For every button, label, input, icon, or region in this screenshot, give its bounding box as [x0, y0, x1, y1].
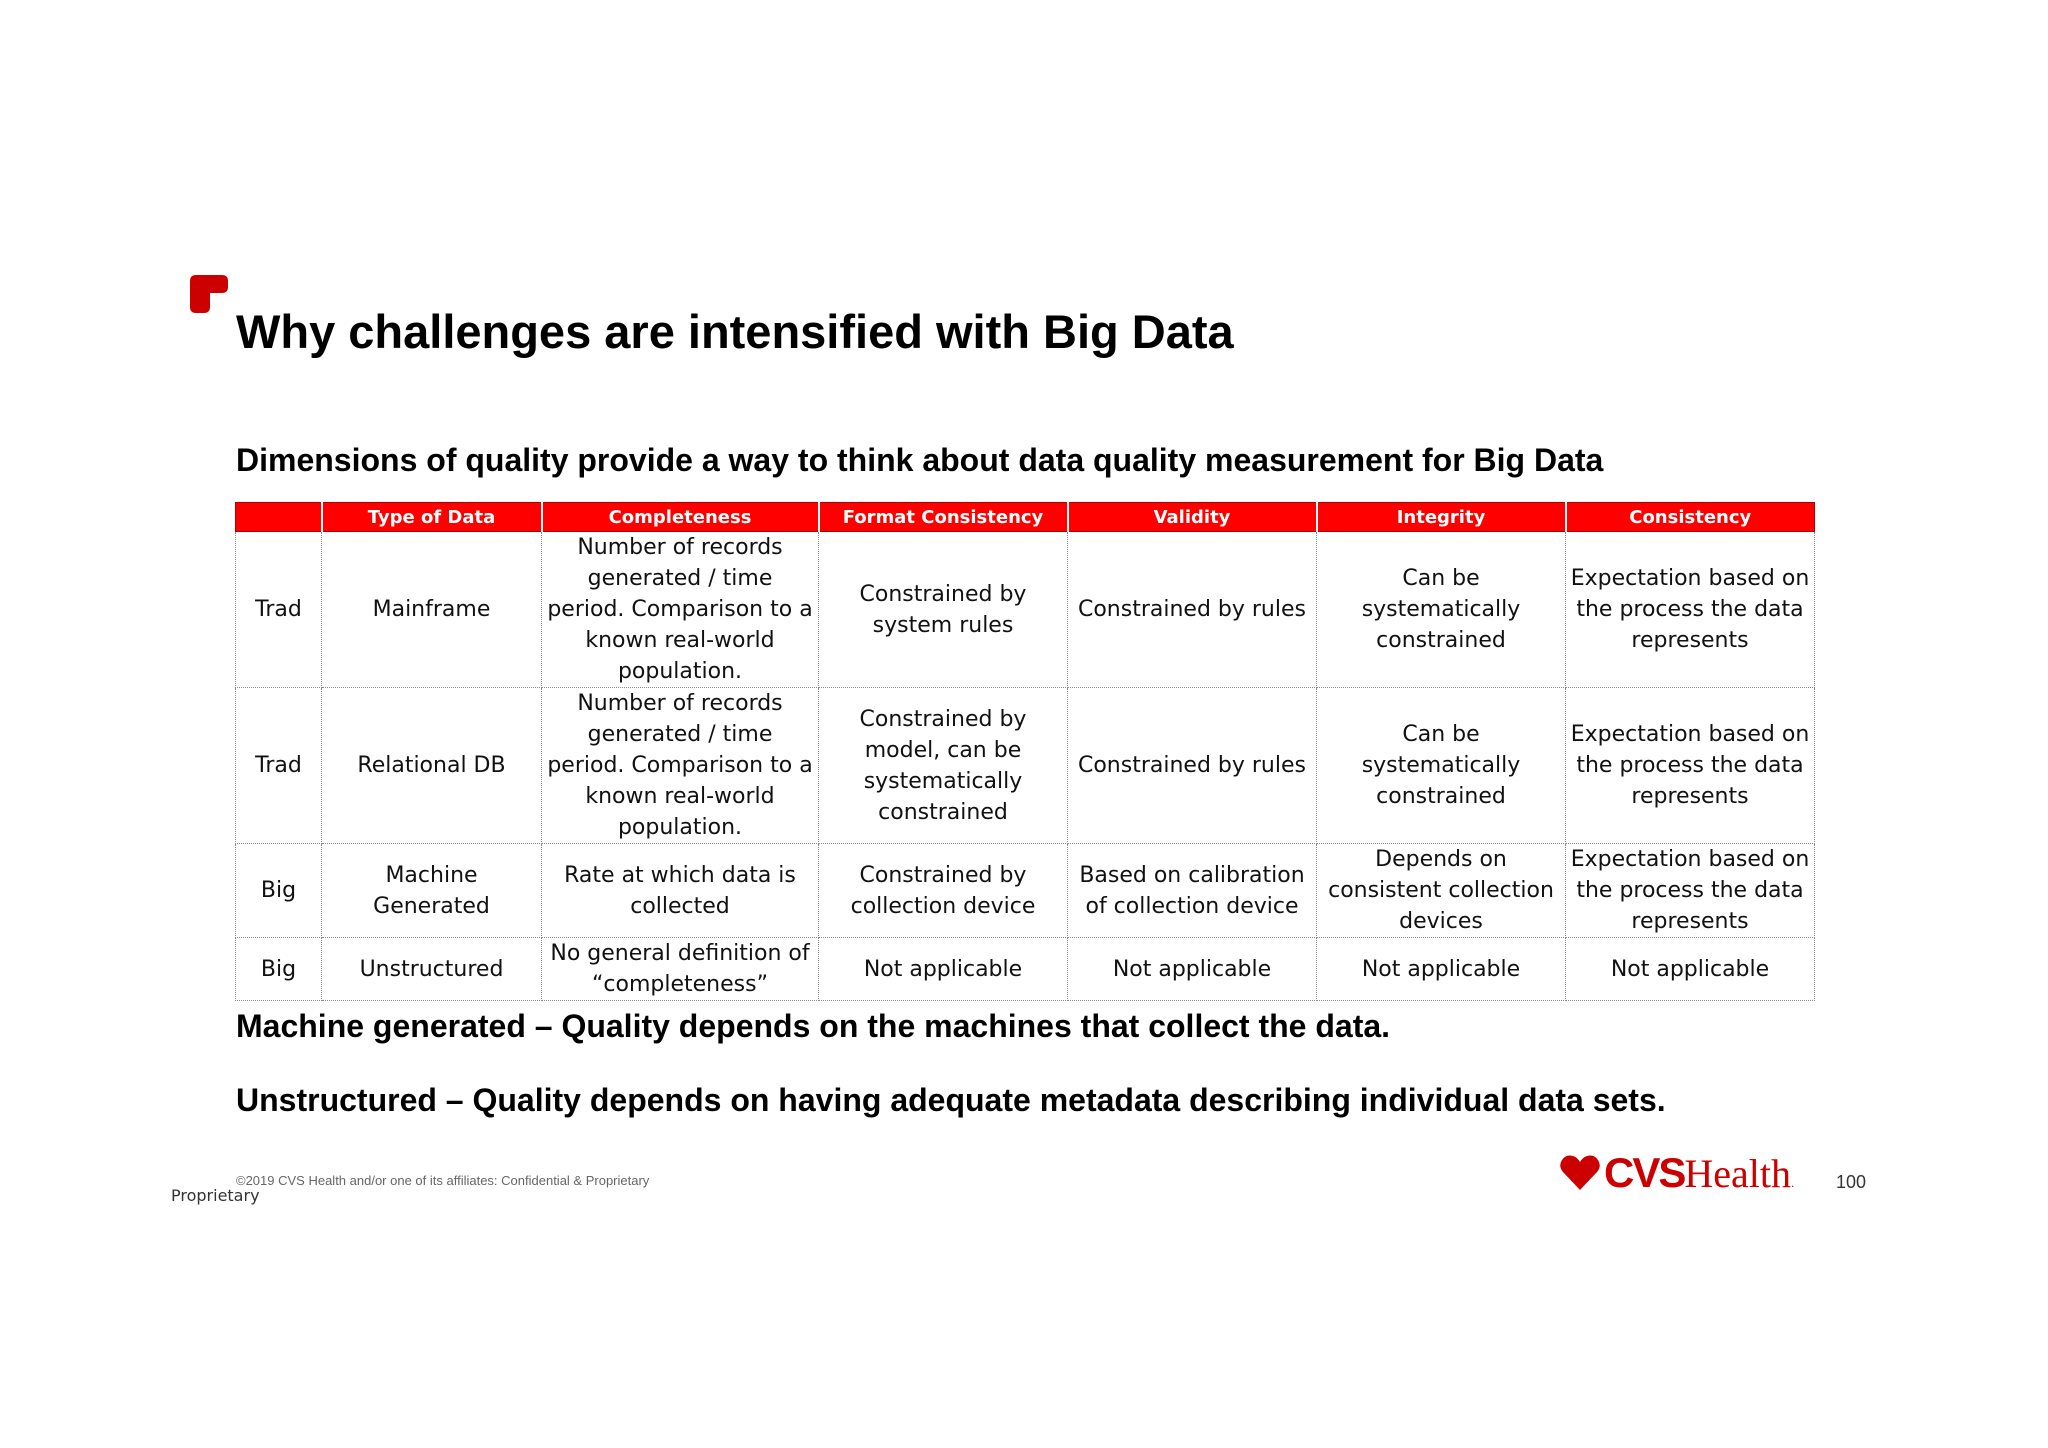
- column-header: Completeness: [542, 503, 819, 532]
- logo-mark: .: [1790, 1176, 1795, 1190]
- table-cell: Big: [236, 938, 322, 1001]
- table-cell: No general definition of “completeness”: [542, 938, 819, 1001]
- quality-dimensions-table: [235, 502, 1815, 1001]
- table-cell: Based on calibration of collection device: [1068, 844, 1317, 938]
- proprietary-label: Proprietary: [171, 1186, 260, 1205]
- heart-icon: [1560, 1155, 1600, 1191]
- table-cell: Can be systematically constrained: [1317, 688, 1566, 844]
- column-header: Consistency: [1566, 503, 1815, 532]
- table-cell: Relational DB: [322, 688, 542, 844]
- copyright-text: ©2019 CVS Health and/or one of its affiliates: Confidential & Proprietary: [236, 1173, 650, 1188]
- table-cell: Expectation based on the process the data represents: [1566, 688, 1815, 844]
- table-cell: Expectation based on the process the data represents: [1566, 532, 1815, 688]
- table-cell: Constrained by collection device: [819, 844, 1068, 938]
- column-header: Type of Data: [322, 503, 542, 532]
- table-cell: Not applicable: [1566, 938, 1815, 1001]
- table-cell: Not applicable: [819, 938, 1068, 1001]
- table-cell: Can be systematically constrained: [1317, 532, 1566, 688]
- table-cell: Depends on consistent collection devices: [1317, 844, 1566, 938]
- table-cell: Trad: [236, 532, 322, 688]
- table-cell: Big: [236, 844, 322, 938]
- column-header: Format Consistency: [819, 503, 1068, 532]
- table-cell: Trad: [236, 688, 322, 844]
- logo-cvs-text: CVS: [1604, 1149, 1685, 1196]
- note-unstructured: Unstructured – Quality depends on having adequate metadata describing individual data sets.: [236, 1082, 1666, 1118]
- column-header: [236, 503, 322, 532]
- table-row: [236, 688, 1815, 844]
- table-cell: Unstructured: [322, 938, 542, 1001]
- corner-bracket-icon: [190, 275, 228, 313]
- column-header: Validity: [1068, 503, 1317, 532]
- note-machine-generated: Machine generated – Quality depends on the machines that collect the data.: [236, 1008, 1391, 1044]
- page-number: 100: [1836, 1172, 1867, 1192]
- table-cell: Rate at which data is collected: [542, 844, 819, 938]
- table-cell: Constrained by system rules: [819, 532, 1068, 688]
- cvs-health-logo: [1560, 1150, 1794, 1196]
- column-header: Integrity: [1317, 503, 1566, 532]
- table-header-row: [236, 503, 1815, 532]
- table-cell: Number of records generated / time period. Comparison to a known real-world population.: [542, 532, 819, 688]
- table-row: [236, 938, 1815, 1001]
- table-cell: Not applicable: [1068, 938, 1317, 1001]
- table-row: [236, 532, 1815, 688]
- table-cell: Constrained by model, can be systematically constrained: [819, 688, 1068, 844]
- table-cell: Constrained by rules: [1068, 688, 1317, 844]
- logo-health-text: Health: [1684, 1150, 1791, 1196]
- table-cell: Mainframe: [322, 532, 542, 688]
- table-cell: Machine Generated: [322, 844, 542, 938]
- table-cell: Constrained by rules: [1068, 532, 1317, 688]
- table-cell: Number of records generated / time period. Comparison to a known real-world population.: [542, 688, 819, 844]
- table-row: [236, 844, 1815, 938]
- page-subtitle: Dimensions of quality provide a way to think about data quality measurement for Big Data: [236, 442, 1604, 478]
- page-title: Why challenges are intensified with Big Data: [236, 305, 1234, 358]
- table-cell: Expectation based on the process the data represents: [1566, 844, 1815, 938]
- table-cell: Not applicable: [1317, 938, 1566, 1001]
